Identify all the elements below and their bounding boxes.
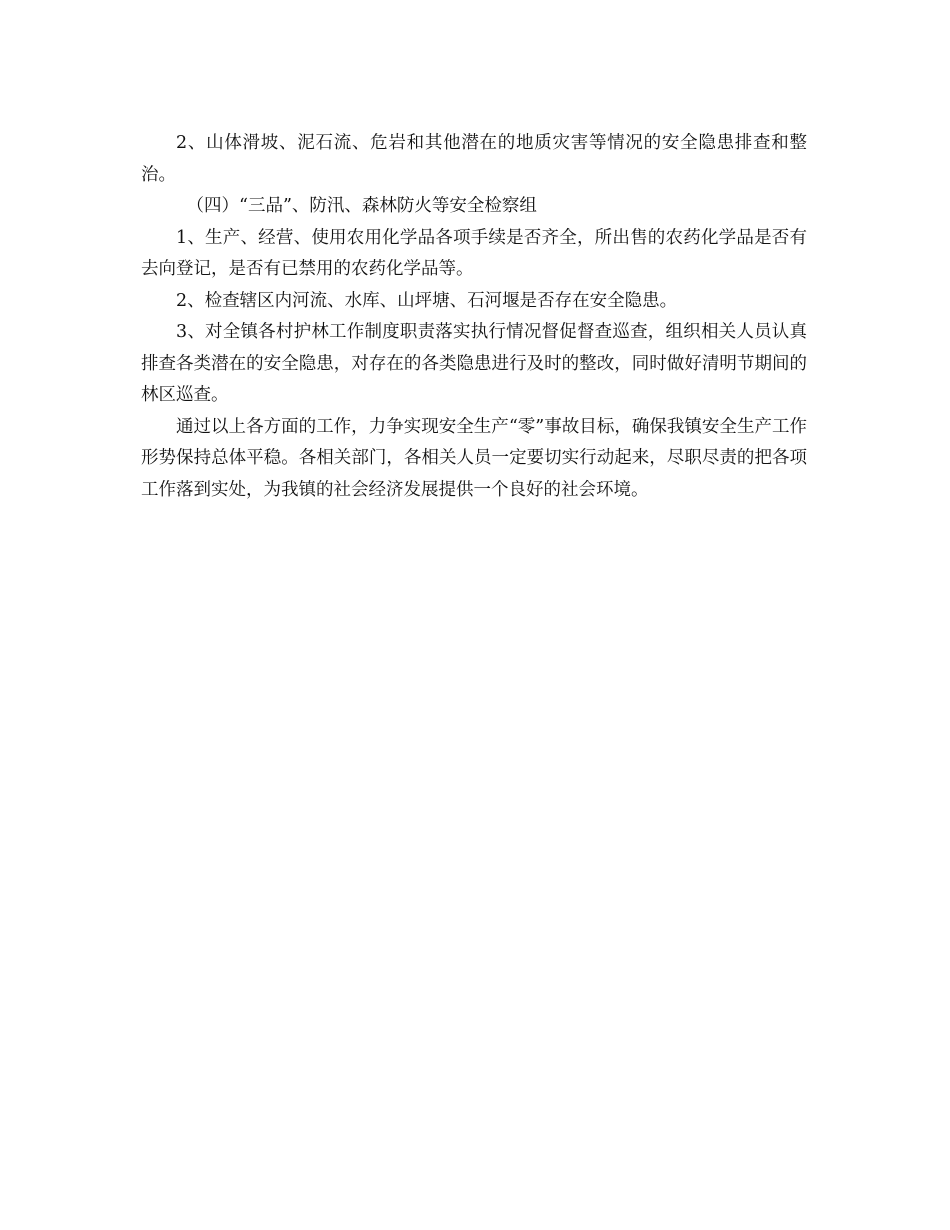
paragraph-agrochemical-check: 1、生产、经营、使用农用化学品各项手续是否齐全，所出售的农药化学品是否有去向登记，是否有已禁用的农药化学品等。 (141, 227, 807, 279)
paragraph-conclusion: 通过以上各方面的工作，力争实现安全生产“零”事故目标，确保我镇安全生产工作形势保持总体平稳。各相关部门，各相关人员一定要切实行动起来，尽职尽责的把各项工作落到实处，为我镇的社会经济发展提供一个良好的社会环境。 (141, 416, 807, 500)
paragraph-forest-patrol: 3、对全镇各村护林工作制度职责落实执行情况督促督查巡查，组织相关人员认真排查各类潜在的安全隐患，对存在的各类隐患进行及时的整改，同时做好清明节期间的林区巡查。 (141, 322, 807, 405)
paragraph-water-safety-check: 2、检查辖区内河流、水库、山坪塘、石河堰是否存在安全隐患。 (176, 290, 678, 311)
paragraph-geohazard-check: 2、山体滑坡、泥石流、危岩和其他潜在的地质灾害等情况的安全隐患排查和整治。 (141, 133, 807, 185)
section-heading-inspection-group-4: （四）“三品”、防汛、森林防火等安全检察组 (186, 196, 537, 216)
document-body (141, 128, 807, 506)
